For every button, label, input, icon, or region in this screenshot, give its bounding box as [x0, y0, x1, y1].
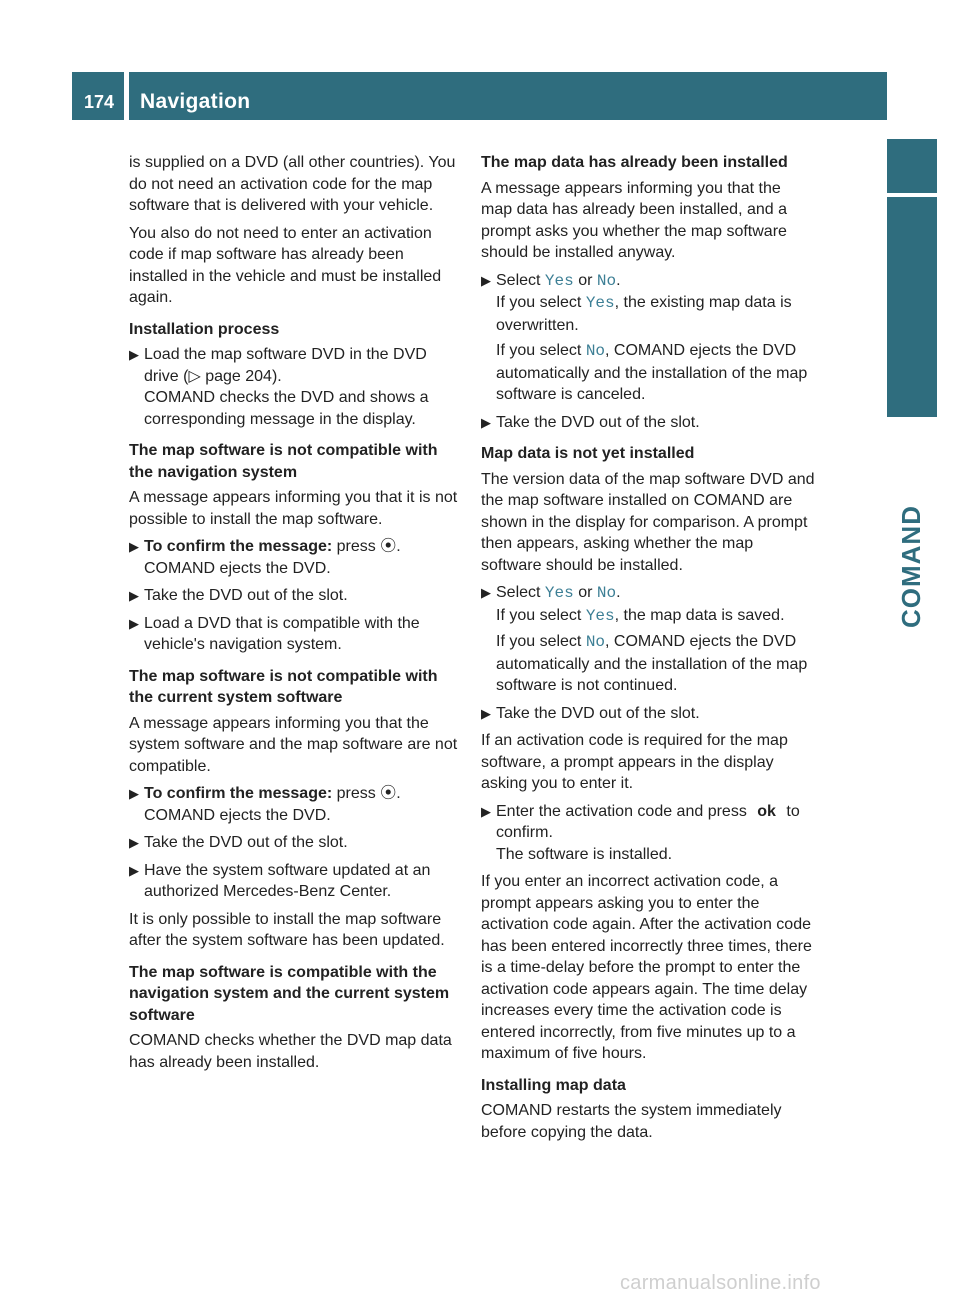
sidebar-section-label: COMAND [896, 505, 926, 628]
display-option-no: No [596, 271, 617, 290]
sidebar-section [886, 428, 946, 628]
page-title: Navigation [129, 72, 887, 120]
step-arrow-icon: ▶ [129, 786, 139, 801]
step-arrow-icon: ▶ [129, 615, 139, 631]
instruction-step: ▶ Select Yes or No. If you select Yes, the map data is saved. If you select No, COMAND ejects the DVD automatically and the installation of the map software is not continued. [481, 584, 808, 694]
step-arrow-icon: ▶ [129, 862, 139, 878]
instruction-step: ▶ Take the DVD out of the slot. [129, 585, 461, 607]
step-arrow-icon: ▶ [481, 803, 491, 819]
body-paragraph: A message appears informing you that the map data has already been installed, and a prompt asks you whether the map software should be installed anyway. [481, 179, 787, 261]
instruction-step: ▶ Select Yes or No. If you select Yes, the existing map data is overwritten. If you select No, COMAND ejects the DVD automatically and the installation of the map software is canceled. [481, 271, 808, 403]
section-heading: Installing map data [481, 1076, 626, 1094]
right-column [481, 152, 815, 1149]
body-paragraph: A message appears informing you that the system software and the map software are not compatible. [129, 714, 458, 775]
controller-press-icon: ⦿ [380, 538, 397, 555]
sidebar-divider [887, 193, 937, 197]
section-heading: Map data is not yet installed [481, 445, 695, 462]
body-paragraph: COMAND restarts the system immediately before copying the data. [481, 1102, 782, 1141]
instruction-step: ▶ Load the map software DVD in the DVD drive (▷ page 204). COMAND checks the DVD and shows a corresponding message in the display. [129, 346, 429, 428]
instruction-step: ▶ Take the DVD out of the slot. [481, 412, 815, 434]
left-column [129, 152, 461, 1079]
display-option-yes: Yes [544, 584, 574, 602]
body-paragraph: A message appears informing you that it is not possible to install the map software. [129, 489, 458, 528]
step-arrow-icon: ▶ [129, 588, 139, 603]
step-arrow-icon: ▶ [129, 347, 139, 362]
page-number: 174 [72, 72, 124, 120]
ok-button-icon: ok [757, 802, 776, 820]
section-heading: The map software is not compatible with the navigation system [129, 442, 438, 481]
instruction-step: ▶ Take the DVD out of the slot. [481, 703, 815, 725]
step-arrow-icon: ▶ [481, 705, 491, 721]
controller-press-icon: ⦿ [380, 785, 397, 802]
step-arrow-icon: ▶ [129, 835, 139, 850]
intro-paragraph: is supplied on a DVD (all other countries). You do not need an activation code for the map software that is delivered with your vehicle. [129, 154, 456, 214]
display-option-no: No [596, 584, 617, 602]
section-heading: Installation process [129, 320, 280, 338]
step-arrow-icon: ▶ [481, 414, 491, 430]
instruction-step: ▶ Load a DVD that is compatible with the vehicle's navigation system. [129, 614, 420, 653]
instruction-step: ▶ To confirm the message: press ⦿. COMAND ejects the DVD. [129, 538, 401, 577]
step-arrow-icon: ▶ [481, 585, 491, 600]
sidebar-tab [887, 139, 937, 417]
instruction-step: ▶ Enter the activation code and press ok to confirm. The software is installed. [481, 802, 800, 863]
section-heading: The map software is not compatible with the current system software [129, 667, 438, 706]
instruction-step: ▶ To confirm the message: press ⦿. COMAND ejects the DVD. [129, 785, 401, 824]
step-arrow-icon: ▶ [481, 272, 491, 288]
body-paragraph: If an activation code is required for the map software, a prompt appears in the display asking you to enter it. [481, 732, 788, 792]
instruction-step: ▶ Take the DVD out of the slot. [129, 832, 461, 854]
watermark: carmanualsonline.info [620, 1272, 821, 1294]
body-paragraph: The version data of the map software DVD and the map software installed on COMAND are shown in the display for comparison. A prompt then appears, asking whether the map software should be installed. [481, 470, 815, 574]
display-option-yes: Yes [544, 271, 574, 290]
intro-paragraph: You also do not need to enter an activation code if map software has already been installed in the vehicle and must be installed again. [129, 224, 442, 306]
body-paragraph: If you enter an incorrect activation code, a prompt appears asking you to enter the activation code again. After the activation code has been entered incorrectly three times, there is a time-delay before the prompt to enter the activation code appears again. The time delay increases every time the activation code is entered incorrectly, from five minutes up to a maximum of five hours. [481, 873, 812, 1062]
instruction-step: ▶ Have the system software updated at an authorized Mercedes-Benz Center. [129, 861, 431, 900]
section-heading: The map data has already been installed [481, 154, 788, 171]
section-heading: The map software is compatible with the navigation system and the current system software [129, 963, 450, 1024]
body-paragraph: COMAND checks whether the DVD map data has already been installed. [129, 1032, 452, 1071]
body-paragraph: It is only possible to install the map software after the system software has been updated. [129, 910, 445, 949]
step-arrow-icon: ▶ [129, 539, 139, 554]
